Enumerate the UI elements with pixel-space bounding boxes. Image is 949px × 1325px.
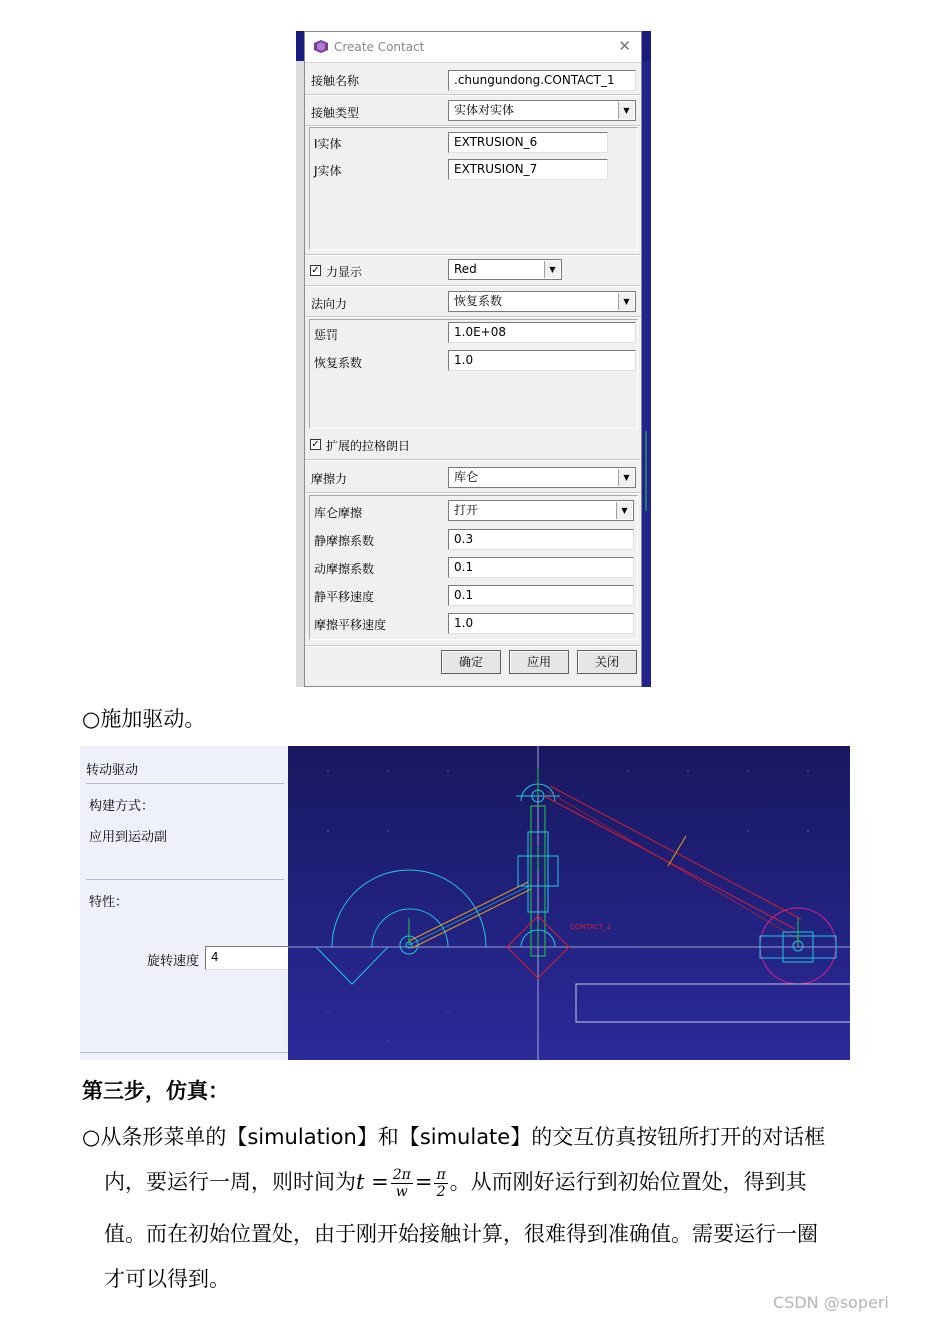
build-method-value[interactable]: 应用到运动副 [89,830,168,845]
static-coef-label: 静摩擦系数 [314,534,375,548]
create-contact-dialog [304,31,642,687]
j-body-input[interactable]: EXTRUSION_7 [448,159,608,180]
csdn-watermark: CSDN @soperi [773,1293,889,1312]
p1-text-a: ○从条形菜单的【 [82,1125,248,1149]
close-button[interactable]: 关闭 [577,650,637,674]
chevron-down-icon: ▼ [544,261,560,278]
friction-value: 库仑 [454,470,479,484]
rotational-drive-screenshot [80,746,850,1060]
divider [305,316,641,318]
divider [305,645,641,647]
dialog-title: Create Contact [334,40,425,54]
fraction-pi-over-2 [434,1167,447,1200]
divider [305,285,641,287]
background-viewport-sliver [642,61,651,687]
divider [305,492,641,494]
paragraph-line-2 [104,1164,807,1204]
normal-force-label: 法向力 [311,297,348,311]
i-body-input[interactable]: EXTRUSION_6 [448,132,608,153]
coulomb-friction-select[interactable] [448,500,634,521]
p2-text-a: 内，要运行一周，则时间为 [104,1170,356,1194]
p1-text-b: 】和【 [356,1125,420,1149]
augmented-lagrangian-label: 扩展的拉格朗日 [326,439,411,453]
restitution-label: 恢复系数 [314,356,363,370]
force-display-label: 力显示 [326,265,363,279]
friction-label: 摩擦力 [311,472,348,486]
p1-simulation: simulation [247,1125,357,1149]
normal-force-value: 恢复系数 [454,294,503,308]
p1-simulate: simulate [419,1125,511,1149]
properties-label: 特性： [89,895,129,910]
mechanism-viewport [288,746,850,1060]
force-display-value: Red [454,262,477,276]
contact-name-input[interactable]: .chungundong.CONTACT_1 [448,70,636,91]
force-display-checkbox[interactable]: ✓ [311,265,320,276]
contact-marker-label: CONTACT_1 [570,923,612,931]
time-variable: t = [356,1170,389,1194]
penalty-input[interactable]: 1.0E+08 [448,322,636,343]
divider [305,459,641,461]
contact-name-label: 接触名称 [311,74,360,88]
force-display-select[interactable] [448,259,562,280]
augmented-lagrangian-checkbox[interactable]: ✓ [311,439,320,450]
apply-drive-heading: ○施加驱动。 [82,707,206,731]
step3-heading: 第三步，仿真： [82,1078,229,1103]
close-icon[interactable]: ✕ [618,37,631,55]
rotation-speed-input[interactable]: 4 [205,946,288,970]
divider [86,879,284,880]
rotation-speed-label: 旋转速度 [147,954,200,969]
equals-sign: = [414,1170,433,1194]
chevron-down-icon: ▼ [616,502,632,519]
p2-text-b: 。从而刚好运行到初始位置处，得到其 [449,1170,807,1194]
fraction-numerator: 2π [392,1167,411,1183]
divider [80,1052,288,1053]
j-body-label: J实体 [314,164,342,178]
p1-text-c: 】的交互仿真按钮所打开的对话框 [510,1125,826,1149]
drive-panel-title: 转动驱动 [86,763,139,778]
adams-app-icon [314,40,328,53]
static-trans-vel-input[interactable]: 0.1 [448,585,634,606]
fraction-2pi-over-w [391,1167,413,1200]
friction-trans-vel-label: 摩擦平移速度 [314,618,387,632]
contact-type-label: 接触类型 [311,106,360,120]
dialog-titlebar [305,32,641,63]
static-trans-vel-label: 静平移速度 [314,590,375,604]
chevron-down-icon: ▼ [618,293,634,310]
paragraph-line-4: 才可以得到。 [104,1267,230,1291]
divider [305,94,641,96]
coulomb-friction-label: 库仑摩擦 [314,506,363,520]
coulomb-friction-value: 打开 [454,503,479,517]
contact-dialog-screenshot [296,31,651,687]
normal-force-select[interactable] [448,291,636,312]
fraction-numerator: π [436,1167,446,1183]
fraction-denominator: 2 [436,1184,446,1200]
paragraph-line-3: 值。而在初始位置处，由于刚开始接触计算，很难得到准确值。需要运行一圈 [104,1222,818,1246]
contact-type-value: 实体对实体 [454,103,515,117]
fraction-denominator: w [395,1184,408,1200]
chevron-down-icon: ▼ [618,469,634,486]
build-method-label: 构建方式： [89,799,155,814]
dynamic-coef-label: 动摩擦系数 [314,562,375,576]
penalty-label: 惩罚 [314,328,339,342]
contact-type-select[interactable] [448,100,636,121]
divider [86,783,284,784]
paragraph-line-1 [82,1121,825,1151]
chevron-down-icon: ▼ [618,102,634,119]
dynamic-coef-input[interactable]: 0.1 [448,557,634,578]
apply-button[interactable]: 应用 [509,650,569,674]
ok-button[interactable]: 确定 [441,650,501,674]
drive-properties-panel [80,746,288,1060]
divider [305,254,641,256]
friction-trans-vel-input[interactable]: 1.0 [448,613,634,634]
friction-select[interactable] [448,467,636,488]
static-coef-input[interactable]: 0.3 [448,529,634,550]
i-body-label: I实体 [314,137,342,151]
restitution-input[interactable]: 1.0 [448,350,636,371]
